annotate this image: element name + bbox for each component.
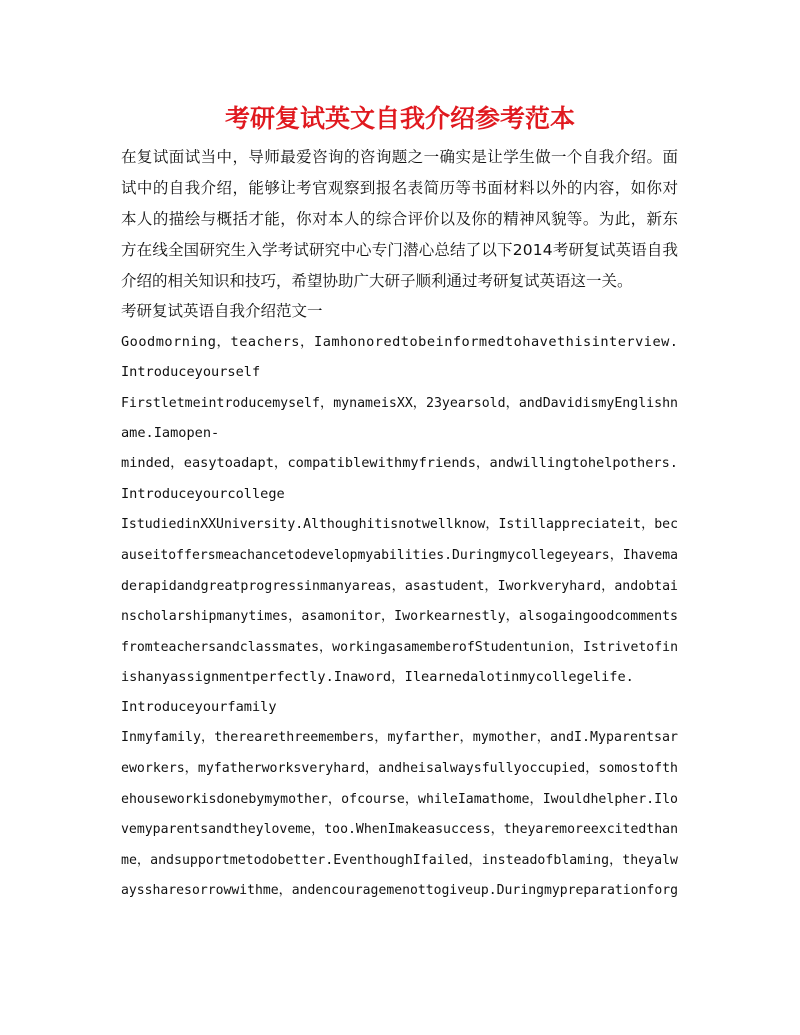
- body-line: Inmyfamily，therearethreemembers，myfarther，mymother，andI.Myparentsar: [121, 729, 678, 745]
- body-line: derapidandgreatprogressinmanyareas，asastudent，Iworkveryhard，andobtai: [121, 578, 678, 594]
- body-line: 考研复试英语自我介绍范文一: [121, 302, 323, 320]
- body-line: eworkers，myfatherworksveryhard，andheisalwaysfullyoccupied，somostofth: [121, 760, 678, 776]
- body-line: 方在线全国研究生入学考试研究中心专门潜心总结了以下2014考研复试英语自我: [121, 241, 679, 259]
- body-line: 试中的自我介绍，能够让考官观察到报名表简历等书面材料以外的内容，如你对: [121, 179, 679, 197]
- body-line: nscholarshipmanytimes，asamonitor，Iworkearnestly，alsogaingoodcomments: [121, 608, 678, 624]
- body-line: Introduceyourfamily: [121, 699, 277, 715]
- body-line: ame.Iamopen-: [121, 425, 220, 441]
- body-line: 介绍的相关知识和技巧，希望协助广大研子顺利通过考研复试英语这一关。: [121, 272, 633, 290]
- body-line: minded，easytoadapt，compatiblewithmyfriends，andwillingtohelpothers.: [121, 455, 678, 471]
- body-line: Firstletmeintroducemyself，mynameisXX，23yearsold，andDavidismyEnglishn: [121, 395, 678, 411]
- body-line: vemyparentsandtheyloveme，too.WhenImakeasuccess，theyaremoreexcitedthan: [121, 821, 678, 837]
- body-line: ehouseworkisdonebymymother，ofcourse，whileIamathome，Iwouldhelpher.Ilo: [121, 791, 678, 807]
- body-line: me，andsupportmetodobetter.EventhoughIfailed，insteadofblaming，theyalw: [121, 852, 678, 868]
- body-line: 本人的描绘与概括才能，你对本人的综合评价以及你的精神风貌等。为此，新东: [121, 210, 679, 228]
- body-line: Introduceyourcollege: [121, 486, 285, 502]
- body-line: Goodmorning，teachers，Iamhonoredtobeinformedtohavethisinterview.: [121, 334, 679, 350]
- body-line: ayssharesorrowwithme，andencouragemenottogiveup.Duringmypreparationforg: [121, 882, 678, 898]
- body-line: IstudiedinXXUniversity.Althoughitisnotwellknow，Istillappreciateit，bec: [121, 516, 678, 532]
- document-title: 考研复试英文自我介绍参考范本: [224, 104, 575, 133]
- body-line: auseitoffersmeachancetodevelopmyabilities.Duringmycollegeyears，Ihavema: [121, 547, 678, 563]
- body-line: Introduceyourself: [121, 364, 261, 380]
- body-line: ishanyassignmentperfectly.Inaword，Ilearnedalotinmycollegelife.: [121, 669, 634, 685]
- body-line: 在复试面试当中，导师最爱咨询的咨询题之一确实是让学生做一个自我介绍。面: [121, 148, 679, 166]
- body-line: fromteachersandclassmates，workingasamemberofStudentunion，Istrivetofin: [121, 639, 678, 655]
